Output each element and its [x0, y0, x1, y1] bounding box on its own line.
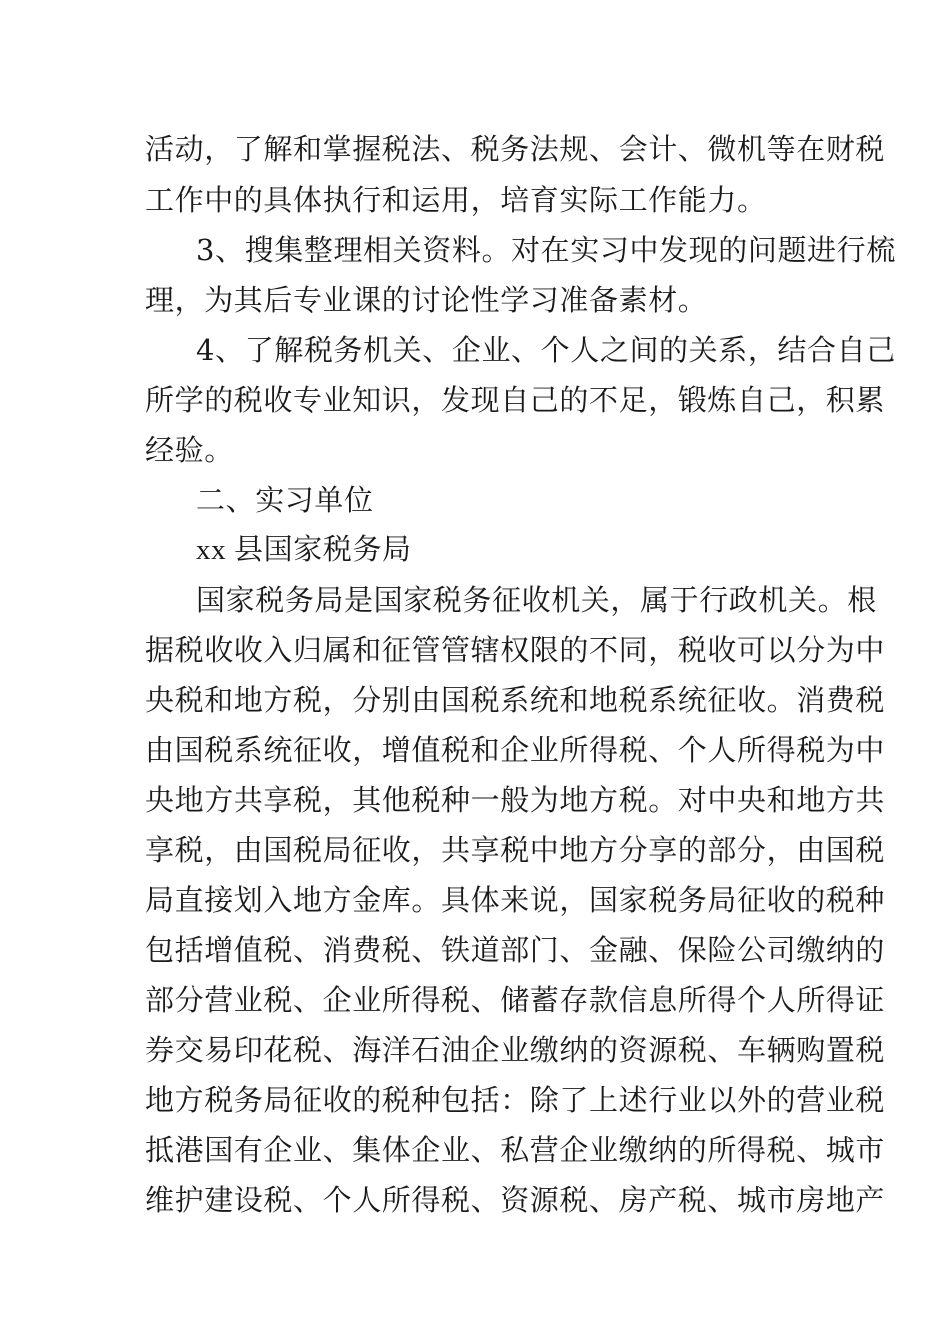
text-line: 抵港国有企业、集体企业、私营企业缴纳的所得税、城市 [145, 1133, 886, 1167]
section-heading: 二、实习单位 [196, 483, 374, 517]
unit-name: xx 县国家税务局 [196, 534, 412, 566]
text-line: 活动，了解和掌握税法、税务法规、会计、微机等在财税 [145, 132, 886, 166]
text-line: 享税，由国税局征收，共享税中地方分享的部分，由国税 [145, 833, 886, 867]
text-line: 包括增值税、消费税、铁道部门、金融、保险公司缴纳的 [145, 933, 886, 967]
text-line: 央税和地方税，分别由国税系统和地税系统征收。消费税 [145, 683, 886, 717]
text-line: 维护建设税、个人所得税、资源税、房产税、城市房地产 [145, 1183, 886, 1217]
text-line: 理，为其后专业课的讨论性学习准备素材。 [145, 283, 708, 317]
text-line: 券交易印花税、海洋石油企业缴纳的资源税、车辆购置税 [145, 1033, 886, 1067]
text-line: 4、了解税务机关、企业、个人之间的关系，结合自己 [196, 333, 896, 367]
text-line: 部分营业税、企业所得税、储蓄存款信息所得个人所得证 [145, 983, 886, 1017]
text-line: 所学的税收专业知识，发现自己的不足，锻炼自己，积累 [145, 383, 886, 417]
text-line: 由国税系统征收，增值税和企业所得税、个人所得税为中 [145, 733, 886, 767]
text-line: 据税收收入归属和征管管辖权限的不同，税收可以分为中 [145, 633, 886, 667]
text-line: 央地方共享税，其他税种一般为地方税。对中央和地方共 [145, 783, 886, 817]
text-line: 国家税务局是国家税务征收机关，属于行政机关。根 [196, 583, 877, 617]
text-line: 经验。 [145, 433, 234, 467]
text-line: 3、搜集整理相关资料。对在实习中发现的问题进行梳 [196, 233, 896, 267]
text-line: 地方税务局征收的税种包括：除了上述行业以外的营业税 [145, 1083, 886, 1117]
text-line: 局直接划入地方金库。具体来说，国家税务局征收的税种 [145, 883, 886, 917]
text-line: 工作中的具体执行和运用，培育实际工作能力。 [145, 183, 767, 217]
